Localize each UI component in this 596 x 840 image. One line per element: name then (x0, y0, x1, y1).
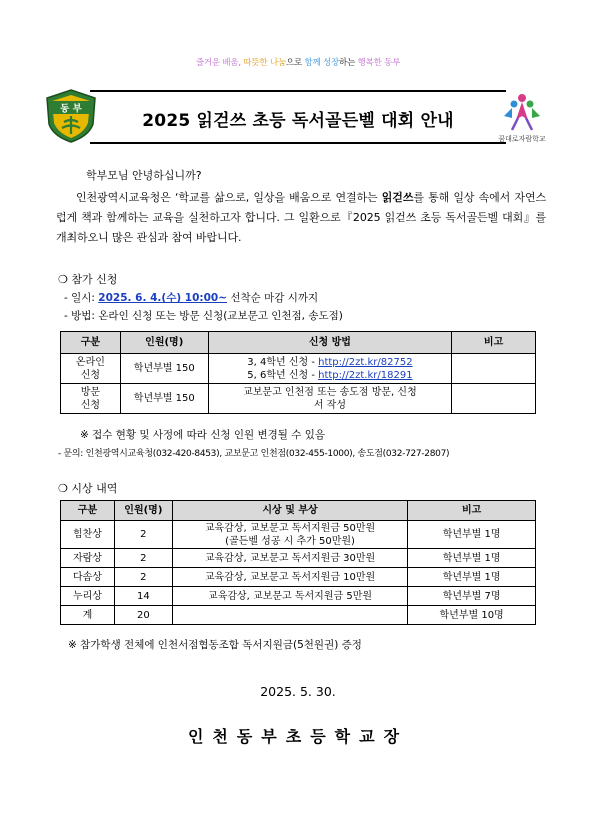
award-count: 14 (114, 587, 172, 606)
signature: 인천동부초등학교장 (187, 727, 409, 746)
row-type: 온라인 신청 (61, 354, 121, 384)
date-value: 2025. 6. 4.(수) 10:00~ (98, 292, 228, 304)
award-count: 2 (114, 521, 172, 549)
application-table (60, 331, 536, 414)
participation-method: - 방법: 온라인 신청 또는 방문 신청(교보문고 인천점, 송도점) (64, 310, 343, 322)
intro-text-pre: 인천광역시교육청은 ‘학교를 삶으로, 일상을 배움으로 연결하는 (76, 191, 382, 204)
apply-link-5-6[interactable]: http://2zt.kr/18291 (318, 369, 413, 381)
awards-heading: ❍ 시상 내역 (58, 482, 118, 495)
participation-heading: ❍ 참가 신청 (58, 273, 118, 286)
intro-paragraph (56, 188, 546, 248)
row-type: 방문 신청 (61, 384, 121, 414)
application-note: ※ 접수 현황 및 사정에 따라 신청 인원 변경될 수 있음 (80, 429, 326, 441)
award-note: 학년부별 1명 (408, 549, 536, 568)
table-row (61, 384, 536, 414)
row-note (452, 354, 536, 384)
table-row (61, 568, 536, 587)
column-header: 인원(명) (120, 332, 208, 354)
header-rule-top (90, 90, 506, 92)
contact-info: - 문의: 인천광역시교육청(032-420-8453), 교보문고 인천점(032-455-1000), 송도점(032-727-2807) (58, 449, 450, 459)
participation-date (64, 290, 318, 305)
document-date: 2025. 5. 30. (260, 684, 336, 699)
row-method (208, 354, 452, 384)
slogan-part: 으로 (285, 58, 305, 68)
row-count: 학년부별 150 (120, 384, 208, 414)
award-type: 누리상 (61, 587, 115, 606)
award-note: 학년부별 7명 (408, 587, 536, 606)
award-type: 계 (61, 606, 115, 625)
awards-table (60, 500, 536, 625)
award-prize: 교육감상, 교보문고 독서지원금 5만원 (172, 587, 407, 606)
method-line-text: 3, 4학년 신청 - (247, 356, 319, 368)
award-type: 다솜상 (61, 568, 115, 587)
table-header-row (61, 501, 536, 521)
award-prize: 교육감상, 교보문고 독서지원금 10만원 (172, 568, 407, 587)
column-header: 구분 (61, 332, 121, 354)
award-note: 학년부별 1명 (408, 568, 536, 587)
row-count: 학년부별 150 (120, 354, 208, 384)
award-prize: 교육감상, 교보문고 독서지원금 30만원 (172, 549, 407, 568)
award-count: 20 (114, 606, 172, 625)
intro-text-bold: 읽걷쓰 (381, 191, 414, 204)
award-note: 학년부별 1명 (408, 521, 536, 549)
award-count: 2 (114, 549, 172, 568)
slogan-part: 함께 성장 (304, 58, 340, 68)
table-row (61, 549, 536, 568)
award-note: 학년부별 10명 (408, 606, 536, 625)
school-emblem-icon (44, 88, 98, 144)
slogan-part: 즐거운 배움, (195, 58, 244, 68)
slogan-part: 하는 (339, 58, 358, 68)
emblem-text: 동 부 (60, 103, 82, 115)
table-row (61, 521, 536, 549)
document-header (42, 84, 554, 154)
logo-caption: 꿈대로자람학교 (498, 135, 546, 143)
column-header: 인원(명) (114, 501, 172, 521)
table-row (61, 354, 536, 384)
column-header: 시상 및 부상 (172, 501, 407, 521)
apply-link-3-4[interactable]: http://2zt.kr/82752 (318, 356, 413, 368)
column-header: 구분 (61, 501, 115, 521)
header-rule-bottom (90, 142, 506, 144)
table-row (61, 587, 536, 606)
table-header-row (61, 332, 536, 354)
intro-text-post: 를 통해 일상 속에서 자연스럽게 책과 함께하는 교육을 실천하고자 합니다. 그 일환으로『2025 읽걷쓰 초등 독서골든벨 대회』를 개최하오니 많은 관심과 참여 바랍니다. (56, 191, 546, 244)
column-header: 비고 (452, 332, 536, 354)
award-count: 2 (114, 568, 172, 587)
slogan-part: 따뜻한 나눔 (243, 58, 286, 68)
slogan-part: 행복한 동부 (357, 58, 401, 68)
page-title: 2025 읽걷쓰 초등 독서골든벨 대회 안내 (142, 111, 454, 131)
greeting: 학부모님 안녕하십니까? (86, 169, 202, 182)
date-prefix: - 일시: (64, 292, 99, 304)
award-prize (172, 606, 407, 625)
row-method: 교보문고 인천점 또는 송도점 방문, 신청서 작성 (208, 384, 452, 414)
row-note (452, 384, 536, 414)
column-header: 비고 (408, 501, 536, 521)
table-row (61, 606, 536, 625)
award-type: 힘찬상 (61, 521, 115, 549)
award-type: 자람상 (61, 549, 115, 568)
school-slogan (0, 56, 596, 68)
method-line-text: 5, 6학년 신청 - (247, 369, 319, 381)
date-suffix: 선착순 마감 시까지 (227, 292, 319, 304)
column-header: 신청 방법 (208, 332, 452, 354)
awards-note: ※ 참가학생 전체에 인천서점협동조합 독서지원금(5천원권) 증정 (68, 639, 362, 651)
award-prize: 교육감상, 교보문고 독서지원금 50만원 (골든벨 성공 시 추가 50만원) (172, 521, 407, 549)
